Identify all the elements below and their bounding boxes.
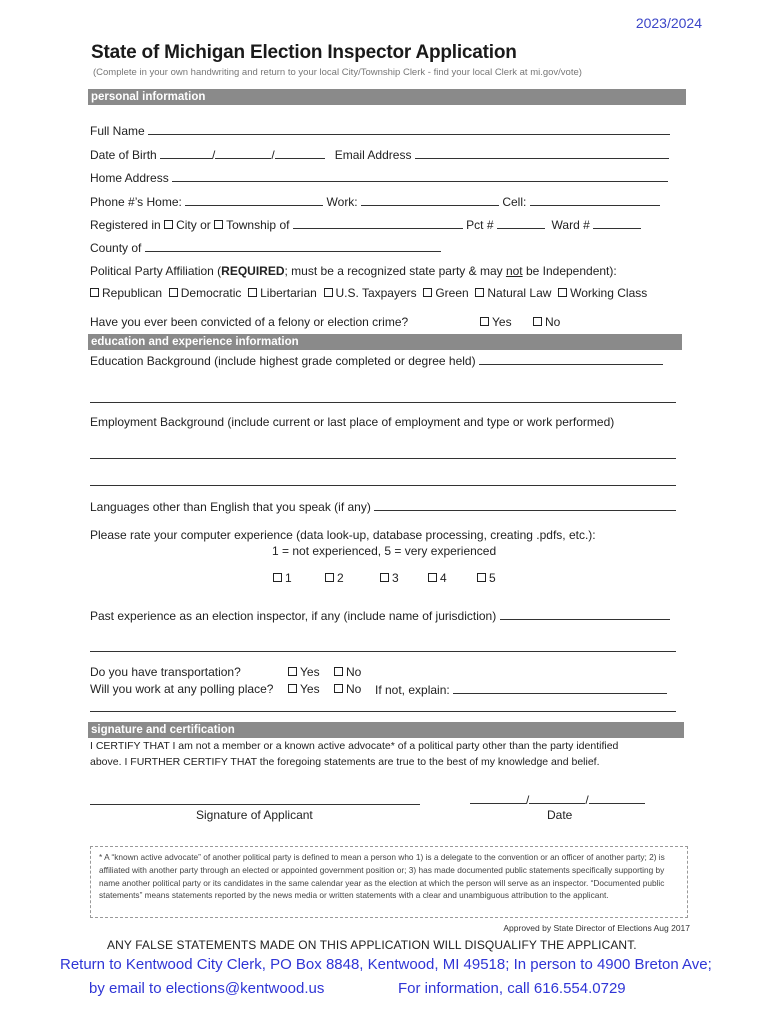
explain-row (375, 682, 667, 697)
rating-option-1[interactable]: 1 (273, 571, 292, 585)
polling-yes-option[interactable]: Yes (288, 682, 320, 696)
home-address-label: Home Address (90, 171, 169, 185)
transportation-question: Do you have transportation? (90, 665, 241, 679)
dob-label: Date of Birth (90, 148, 157, 162)
email-label: Email Address (334, 148, 412, 162)
felony-no-option[interactable]: No (533, 315, 560, 329)
phone-home-label: Phone #’s Home: (90, 195, 182, 209)
date-year-field[interactable] (589, 792, 645, 804)
checkbox-icon[interactable] (169, 288, 178, 297)
township-label: Township of (226, 218, 290, 232)
phone-work-field[interactable] (361, 194, 499, 206)
checkbox-icon[interactable] (533, 317, 542, 326)
computer-question: Please rate your computer experience (data look-up, database processing, creating .pdfs, etc.): (90, 528, 596, 542)
rating-option-4[interactable]: 4 (428, 571, 447, 585)
transportation-no-option[interactable]: No (334, 665, 361, 679)
dob-month-field[interactable] (160, 147, 212, 159)
signature-label: Signature of Applicant (196, 808, 313, 822)
ward-field[interactable] (593, 217, 641, 229)
polling-no-option[interactable]: No (334, 682, 361, 696)
phone-cell-field[interactable] (530, 194, 660, 206)
party-option-democratic[interactable]: Democratic (165, 286, 241, 300)
phone-contact[interactable]: For information, call 616.554.0729 (398, 980, 626, 997)
party-option-libertarian[interactable]: Libertarian (245, 286, 317, 300)
past-experience-row (90, 608, 670, 623)
felony-yes-option[interactable]: Yes (480, 315, 512, 329)
pct-label: Pct # (466, 218, 494, 232)
home-address-field[interactable] (172, 170, 668, 182)
phone-cell-label: Cell: (502, 195, 527, 209)
party-question: Political Party Affiliation (REQUIRED; must be a recognized state party & may not be Independent): (90, 264, 617, 278)
certification-line-1: I CERTIFY THAT I am not a member or a known active advocate* of a political party other than the party identified (90, 740, 619, 752)
form-subtitle: (Complete in your own handwriting and return to your local City/Township Clerk - find your local Clerk at mi.gov/vote) (93, 67, 582, 78)
explain-field[interactable] (453, 682, 667, 694)
past-experience-line[interactable] (90, 651, 676, 652)
checkbox-icon[interactable] (325, 573, 334, 582)
section-education-header: education and experience information (88, 334, 682, 350)
explain-line[interactable] (90, 711, 676, 712)
advocate-footnote: * A “known active advocate” of another political party is defined to mean a person who 1) is a delegate to the convention or an officer of another party; 2) is affiliated with another party through an elected or appointed government position or; 3) has made documented public statements specifically supporting by name another political party or its candidates in the same calendar year as the election at which the person will serve as an inspector. “Documented public statements” means statements reported by the news media or written statements with a clear and unambiguous attribution to the applicant. (90, 846, 688, 918)
county-row (90, 240, 441, 255)
explain-label: If not, explain: (375, 683, 450, 697)
party-option-republican[interactable]: Republican (90, 286, 162, 300)
date-label: Date (547, 808, 573, 822)
required-emphasis: REQUIRED (221, 264, 285, 278)
checkbox-icon[interactable] (380, 573, 389, 582)
party-option-working-class[interactable]: Working Class (555, 286, 647, 300)
false-statement-warning: ANY FALSE STATEMENTS MADE ON THIS APPLICATION WILL DISQUALIFY THE APPLICANT. (107, 938, 637, 952)
dob-day-field[interactable] (215, 147, 271, 159)
email-field[interactable] (415, 147, 669, 159)
checkbox-icon[interactable] (90, 288, 99, 297)
rating-option-5[interactable]: 5 (477, 571, 496, 585)
county-field[interactable] (145, 240, 441, 252)
transportation-yes-option[interactable]: Yes (288, 665, 320, 679)
checkbox-icon[interactable] (288, 684, 297, 693)
employment-line-2[interactable] (90, 485, 676, 486)
phone-home-field[interactable] (185, 194, 323, 206)
checkbox-icon[interactable] (423, 288, 432, 297)
approval-note: Approved by State Director of Elections Aug 2017 (503, 923, 690, 933)
rating-option-3[interactable]: 3 (380, 571, 399, 585)
township-checkbox[interactable] (214, 220, 223, 229)
certification-line-2: above. I FURTHER CERTIFY THAT the foregoing statements are true to the best of my knowledge and belief. (90, 756, 600, 768)
dob-year-field[interactable] (275, 147, 325, 159)
city-checkbox[interactable] (164, 220, 173, 229)
party-option-natural-law[interactable]: Natural Law (472, 286, 551, 300)
date-field: / / (470, 792, 645, 807)
computer-scale: 1 = not experienced, 5 = very experienced (272, 544, 497, 558)
party-option-us-taxpayers[interactable]: U.S. Taxpayers (320, 286, 417, 300)
checkbox-icon[interactable] (334, 667, 343, 676)
past-experience-label: Past experience as an election inspector, if any (include name of jurisdiction) (90, 609, 497, 623)
form-year: 2023/2024 (635, 15, 702, 31)
home-address-row (90, 170, 668, 185)
email-contact[interactable]: by email to elections@kentwood.us (89, 980, 325, 997)
ward-label: Ward # (551, 218, 590, 232)
section-personal-header: personal information (88, 89, 686, 105)
languages-label: Languages other than English that you speak (if any) (90, 500, 371, 514)
registered-label: Registered in (90, 218, 161, 232)
dob-row: Date of Birth / / Email Address (90, 147, 669, 162)
phone-row (90, 194, 660, 209)
township-field[interactable] (293, 217, 463, 229)
languages-row (90, 499, 676, 514)
return-address: Return to Kentwood City Clerk, PO Box 8848, Kentwood, MI 49518; In person to 4900 Breton Ave; (60, 956, 712, 973)
registered-row (90, 217, 641, 232)
checkbox-icon[interactable] (475, 288, 484, 297)
phone-work-label: Work: (326, 195, 358, 209)
checkbox-icon[interactable] (288, 667, 297, 676)
full-name-label: Full Name (90, 124, 145, 138)
party-options (90, 286, 647, 300)
full-name-field[interactable] (148, 123, 670, 135)
checkbox-icon[interactable] (558, 288, 567, 297)
employment-line-1[interactable] (90, 458, 676, 459)
checkbox-icon[interactable] (428, 573, 437, 582)
checkbox-icon[interactable] (480, 317, 489, 326)
education-extra-line[interactable] (90, 402, 676, 403)
date-day-field[interactable] (529, 792, 585, 804)
city-label: City or (176, 218, 211, 232)
employment-label: Employment Background (include current or last place of employment and type or work performed) (90, 415, 615, 429)
section-signature-header: signature and certification (88, 722, 684, 738)
past-experience-field[interactable] (500, 608, 670, 620)
checkbox-icon[interactable] (324, 288, 333, 297)
checkbox-icon[interactable] (248, 288, 257, 297)
party-option-green[interactable]: Green (420, 286, 469, 300)
not-emphasis: not (505, 264, 523, 278)
polling-question: Will you work at any polling place? (90, 682, 274, 696)
languages-field[interactable] (374, 499, 676, 511)
pct-field[interactable] (497, 217, 545, 229)
signature-line[interactable] (90, 804, 420, 805)
full-name-row (90, 123, 670, 138)
felony-question: Have you ever been convicted of a felony or election crime? (90, 315, 409, 329)
date-month-field[interactable] (470, 792, 526, 804)
education-label: Education Background (include highest grade completed or degree held) (90, 354, 476, 368)
education-field[interactable] (479, 353, 663, 365)
form-title: State of Michigan Election Inspector Application (91, 42, 517, 63)
education-row (90, 353, 663, 368)
checkbox-icon[interactable] (273, 573, 282, 582)
county-label: County of (90, 241, 142, 255)
rating-option-2[interactable]: 2 (325, 571, 344, 585)
checkbox-icon[interactable] (477, 573, 486, 582)
checkbox-icon[interactable] (334, 684, 343, 693)
